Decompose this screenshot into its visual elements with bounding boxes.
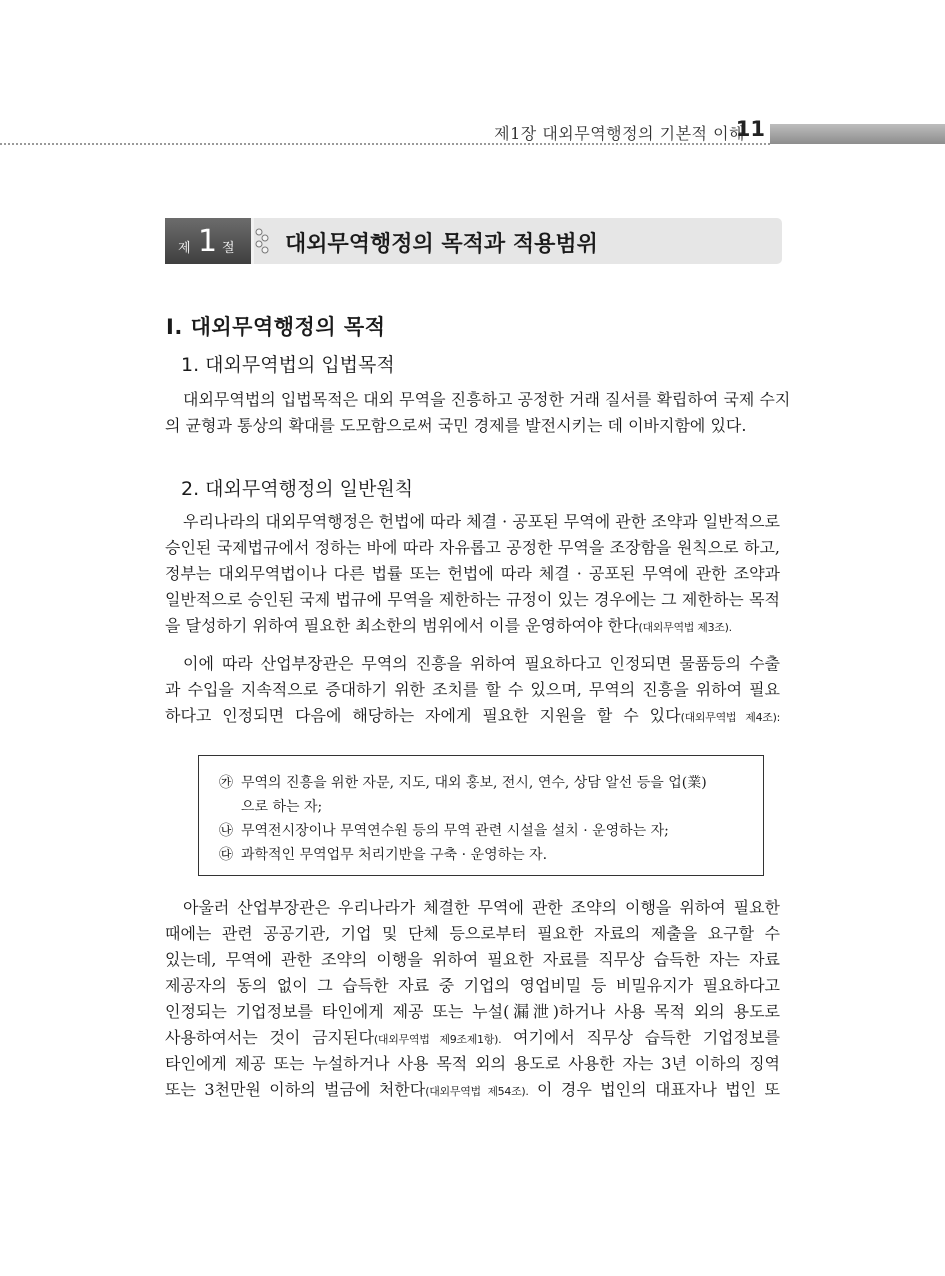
dots-icon (255, 228, 269, 254)
text-segment: 또는 3천만원 이하의 벌금에 처한다 (165, 1080, 426, 1099)
support-target-list-box (198, 755, 764, 876)
text-segment: 여기에서 직무상 습득한 기업정보를 (501, 1028, 780, 1047)
subheading-1: 1. 대외무역법의 입법목적 (181, 354, 395, 376)
section-number-box (165, 218, 254, 264)
list-item-text: 무역의 진흥을 위한 자문, 지도, 대외 홍보, 전시, 연수, 상담 알선 등을 업(業) (241, 775, 707, 791)
section-title: 대외무역행정의 목적과 적용범위 (285, 232, 598, 257)
text-line (165, 613, 780, 639)
text-segment: 을 달성하기 위하여 필요한 최소한의 범위에서 이를 운영하여야 한다 (165, 616, 639, 635)
list-item (219, 819, 744, 843)
text-segment: 사용하여서는 것이 금지된다 (165, 1028, 374, 1047)
text-line: 승인된 국제법규에서 정하는 바에 따라 자유롭고 공정한 무역을 조장함을 원칙으로 하고, (165, 538, 780, 557)
section-number: 1 (198, 224, 218, 259)
list-marker: ㉯ (219, 823, 233, 839)
text-line: 타인에게 제공 또는 누설하거나 사용 목적 외의 용도로 사용한 자는 3년 이하의 징역 (165, 1054, 780, 1073)
list-item (219, 843, 744, 867)
subheading-2: 2. 대외무역행정의 일반원칙 (181, 478, 414, 500)
header-tab-bar (770, 124, 945, 144)
text-line: 아울러 산업부장관은 우리나라가 체결한 무역에 관한 조약의 이행을 위하여 필요한 (183, 898, 780, 917)
text-line: 인정되는 기업정보를 타인에게 제공 또는 누설(漏泄)하거나 사용 목적 외의 용도로 (165, 1002, 780, 1021)
text-line: 일반적으로 승인된 국제 법규에 무역을 제한하는 규정이 있는 경우에는 그 제한하는 목적 (165, 590, 780, 609)
section-suffix: 절 (222, 241, 235, 256)
list-item-text: 으로 하는 자; (241, 799, 323, 815)
text-line: 있는데, 무역에 관한 조약의 이행을 위하여 필요한 자료를 직무상 습득한 자는 자료 (165, 950, 780, 969)
list-item (219, 771, 744, 795)
page-number: 11 (735, 117, 765, 141)
section-prefix: 제 (178, 241, 191, 256)
paragraph-general-principles (165, 509, 780, 639)
text-line: 정부는 대외무역법이나 다른 법률 또는 헌법에 따라 체결 · 공포된 무역에 관한 조약과 (165, 564, 780, 583)
text-line (165, 1025, 780, 1051)
running-header (0, 118, 945, 150)
text-segment: 하다고 인정되면 다음에 해당하는 자에게 필요한 지원을 할 수 있다 (165, 706, 681, 725)
paragraph-confidentiality (165, 895, 780, 1103)
list-marker: ㉮ (219, 775, 233, 791)
paragraph-minister-support (165, 651, 780, 729)
text-line (165, 1077, 780, 1103)
text-line: 대외무역법의 입법목적은 대외 무역을 진흥하고 공정한 거래 질서를 확립하여 국제 수지 (183, 390, 791, 409)
law-citation: (대외무역법 제3조). (638, 621, 732, 634)
heading-1: Ⅰ. 대외무역행정의 목적 (166, 315, 386, 339)
law-citation: (대외무역법 제54조). (425, 1085, 529, 1098)
section-heading-bar (165, 218, 782, 264)
list-item-text: 무역전시장이나 무역연수원 등의 무역 관련 시설을 설치 · 운영하는 자; (241, 823, 669, 839)
text-line: 과 수입을 지속적으로 증대하기 위한 조치를 할 수 있으며, 무역의 진흥을 위하여 필요 (165, 680, 780, 699)
list-marker: ㉰ (219, 847, 233, 863)
text-line (165, 703, 780, 729)
text-line: 이에 따라 산업부장관은 무역의 진흥을 위하여 필요하다고 인정되면 물품등의 수출 (183, 654, 780, 673)
chapter-title: 제1장 대외무역행정의 기본적 이해 (494, 124, 745, 143)
text-line: 때에는 관련 공공기관, 기업 및 단체 등으로부터 필요한 자료의 제출을 요구할 수 (165, 924, 780, 943)
list-item (219, 795, 744, 819)
text-line: 우리나라의 대외무역행정은 헌법에 따라 체결 · 공포된 무역에 관한 조약과 일반적으로 (183, 512, 780, 531)
text-line: 제공자의 동의 없이 그 습득한 자료 중 기업의 영업비밀 등 비밀유지가 필요하다고 (165, 976, 780, 995)
law-citation: (대외무역법 제9조제1항). (373, 1033, 502, 1046)
paragraph-legislative-purpose (165, 387, 791, 439)
text-segment: 이 경우 법인의 대표자나 법인 또 (528, 1080, 780, 1099)
law-citation: (대외무역법 제4조): (680, 711, 780, 724)
list-item-text: 과학적인 무역업무 처리기반을 구축 · 운영하는 자. (241, 847, 548, 863)
text-line: 의 균형과 통상의 확대를 도모함으로써 국민 경제를 발전시키는 데 이바지함에 있다. (165, 416, 747, 435)
